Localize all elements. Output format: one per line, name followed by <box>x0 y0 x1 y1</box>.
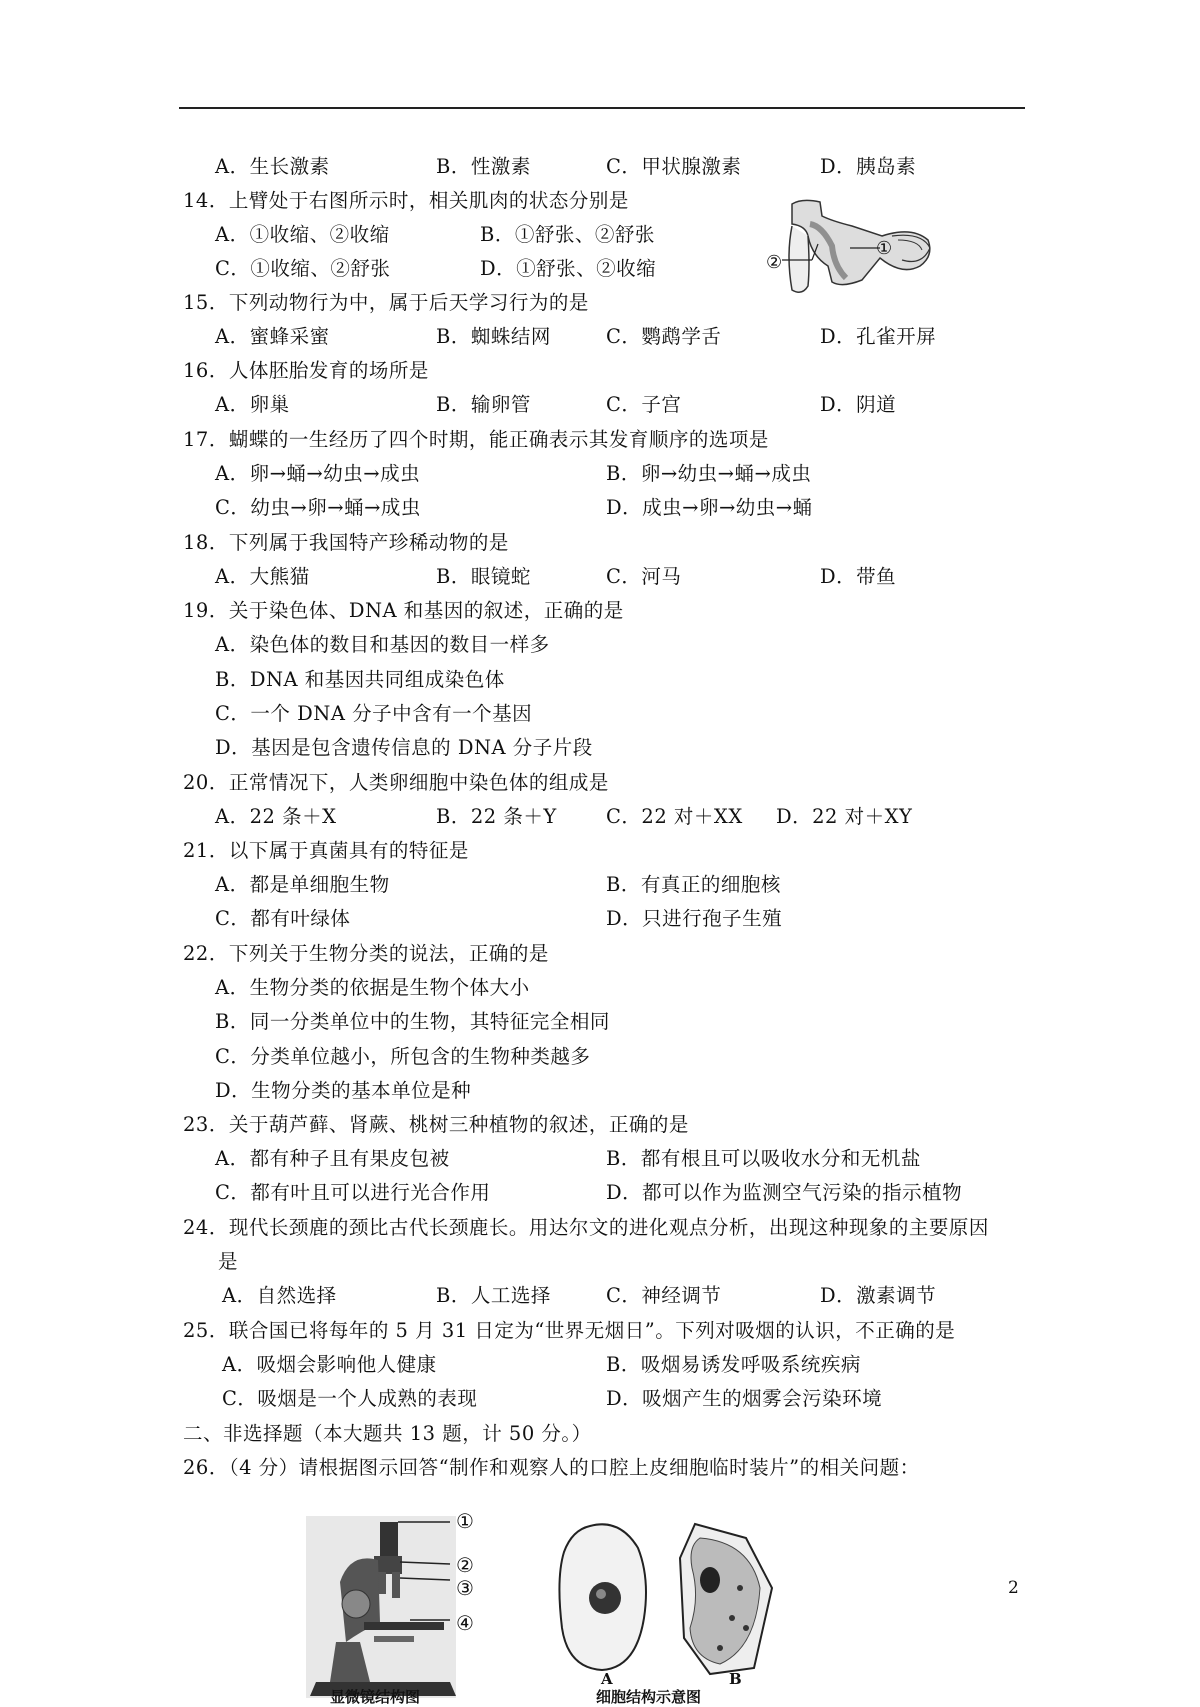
q23-option-d: D．都可以作为监测空气污染的指示植物 <box>606 1181 963 1204</box>
q25-option-c: C．吸烟是一个人成熟的表现 <box>222 1387 478 1410</box>
q20-option-d: D．22 对＋XY <box>776 805 913 828</box>
q17-option-c: C．幼虫→卵→蛹→成虫 <box>215 496 421 519</box>
q14-option-c: C．①收缩、②舒张 <box>215 257 391 280</box>
q15-option-b: B．蜘蛛结网 <box>436 325 551 348</box>
q21-stem: 21．以下属于真菌具有的特征是 <box>183 839 469 862</box>
q16-option-c: C．子宫 <box>606 393 682 416</box>
q13-option-c: C．甲状腺激素 <box>606 155 742 178</box>
q19-option-a: A．染色体的数目和基因的数目一样多 <box>215 633 550 656</box>
microscope-label-2: ② <box>456 1553 475 1577</box>
q25-stem: 25．联合国已将每年的 5 月 31 日定为“世界无烟日”。下列对吸烟的认识，不正确的是 <box>183 1319 956 1342</box>
q13-option-d: D．胰岛素 <box>820 155 917 178</box>
cell-label-a: A <box>601 1670 613 1688</box>
q24-option-b: B．人工选择 <box>436 1284 551 1307</box>
q14-option-d: D．①舒张、②收缩 <box>480 257 657 280</box>
arm-label-1: ① <box>876 238 893 259</box>
q14-option-a: A．①收缩、②收缩 <box>215 223 390 246</box>
q18-option-b: B．眼镜蛇 <box>436 565 531 588</box>
q16-option-d: D．阴道 <box>820 393 897 416</box>
q25-option-a: A．吸烟会影响他人健康 <box>222 1353 437 1376</box>
q21-option-d: D．只进行孢子生殖 <box>606 907 783 930</box>
q24-stem: 24．现代长颈鹿的颈比古代长颈鹿长。用达尔文的进化观点分析，出现这种现象的主要原因 <box>183 1216 989 1239</box>
q16-stem: 16．人体胚胎发育的场所是 <box>183 359 429 382</box>
q14-option-b: B．①舒张、②舒张 <box>480 223 655 246</box>
microscope-label-3: ③ <box>456 1576 475 1600</box>
q15-stem: 15．下列动物行为中，属于后天学习行为的是 <box>183 291 589 314</box>
q21-option-b: B．有真正的细胞核 <box>606 873 781 896</box>
q24-option-a: A．自然选择 <box>222 1284 337 1307</box>
q20-option-c: C．22 对＋XX <box>606 805 743 828</box>
q18-option-a: A．大熊猫 <box>215 565 310 588</box>
microscope-label-1: ① <box>456 1509 475 1533</box>
cell-label-b: B <box>729 1670 742 1688</box>
q22-option-a: A．生物分类的依据是生物个体大小 <box>215 976 530 999</box>
page-number: 2 <box>1008 1578 1019 1598</box>
q24-stem-continued: 是 <box>218 1250 239 1273</box>
q19-stem: 19．关于染色体、DNA 和基因的叙述，正确的是 <box>183 599 624 622</box>
arm-muscle-figure <box>762 196 940 300</box>
q19-option-d: D．基因是包含遗传信息的 DNA 分子片段 <box>215 736 593 759</box>
q25-option-d: D．吸烟产生的烟雾会污染环境 <box>606 1387 883 1410</box>
q22-option-c: C．分类单位越小，所包含的生物种类越多 <box>215 1045 591 1068</box>
q23-option-b: B．都有根且可以吸收水分和无机盐 <box>606 1147 921 1170</box>
q20-option-a: A．22 条＋X <box>215 805 337 828</box>
q15-option-a: A．蜜蜂采蜜 <box>215 325 330 348</box>
q16-option-b: B．输卵管 <box>436 393 531 416</box>
q17-option-b: B．卵→幼虫→蛹→成虫 <box>606 462 812 485</box>
q21-option-c: C．都有叶绿体 <box>215 907 351 930</box>
q21-option-a: A．都是单细胞生物 <box>215 873 390 896</box>
q15-option-d: D．孔雀开屏 <box>820 325 937 348</box>
q23-option-c: C．都有叶且可以进行光合作用 <box>215 1181 491 1204</box>
q23-option-a: A．都有种子且有果皮包被 <box>215 1147 450 1170</box>
q19-option-b: B．DNA 和基因共同组成染色体 <box>215 668 505 691</box>
q17-option-a: A．卵→蛹→幼虫→成虫 <box>215 462 421 485</box>
q17-stem: 17．蝴蝶的一生经历了四个时期，能正确表示其发育顺序的选项是 <box>183 428 769 451</box>
q16-option-a: A．卵巢 <box>215 393 290 416</box>
header-rule <box>179 107 1025 109</box>
q22-option-b: B．同一分类单位中的生物，其特征完全相同 <box>215 1010 610 1033</box>
q19-option-c: C．一个 DNA 分子中含有一个基因 <box>215 702 533 725</box>
q17-option-d: D．成虫→卵→幼虫→蛹 <box>606 496 813 519</box>
q22-option-d: D．生物分类的基本单位是种 <box>215 1079 472 1102</box>
q24-option-d: D．激素调节 <box>820 1284 937 1307</box>
microscope-caption: 显微镜结构图 <box>330 1688 421 1706</box>
q24-option-c: C．神经调节 <box>606 1284 722 1307</box>
q18-option-d: D．带鱼 <box>820 565 897 588</box>
arm-label-2: ② <box>766 252 783 273</box>
q23-stem: 23．关于葫芦藓、肾蕨、桃树三种植物的叙述，正确的是 <box>183 1113 689 1136</box>
q14-stem: 14．上臂处于右图所示时，相关肌肉的状态分别是 <box>183 189 629 212</box>
q18-option-c: C．河马 <box>606 565 682 588</box>
q15-option-c: C．鹦鹉学舌 <box>606 325 722 348</box>
microscope-figure <box>300 1512 496 1698</box>
section2-heading: 二、非选择题（本大题共 13 题，计 50 分。） <box>183 1422 592 1445</box>
q20-stem: 20．正常情况下，人类卵细胞中染色体的组成是 <box>183 771 609 794</box>
q18-stem: 18．下列属于我国特产珍稀动物的是 <box>183 531 509 554</box>
q20-option-b: B．22 条＋Y <box>436 805 557 828</box>
q13-option-b: B．性激素 <box>436 155 531 178</box>
q26-stem: 26．（4 分）请根据图示回答“制作和观察人的口腔上皮细胞临时装片”的相关问题： <box>183 1456 920 1479</box>
q25-option-b: B．吸烟易诱发呼吸系统疾病 <box>606 1353 861 1376</box>
q22-stem: 22．下列关于生物分类的说法，正确的是 <box>183 942 549 965</box>
microscope-label-4: ④ <box>456 1611 475 1635</box>
q13-option-a: A．生长激素 <box>215 155 330 178</box>
cells-figure <box>550 1518 790 1678</box>
cells-caption: 细胞结构示意图 <box>596 1688 702 1706</box>
